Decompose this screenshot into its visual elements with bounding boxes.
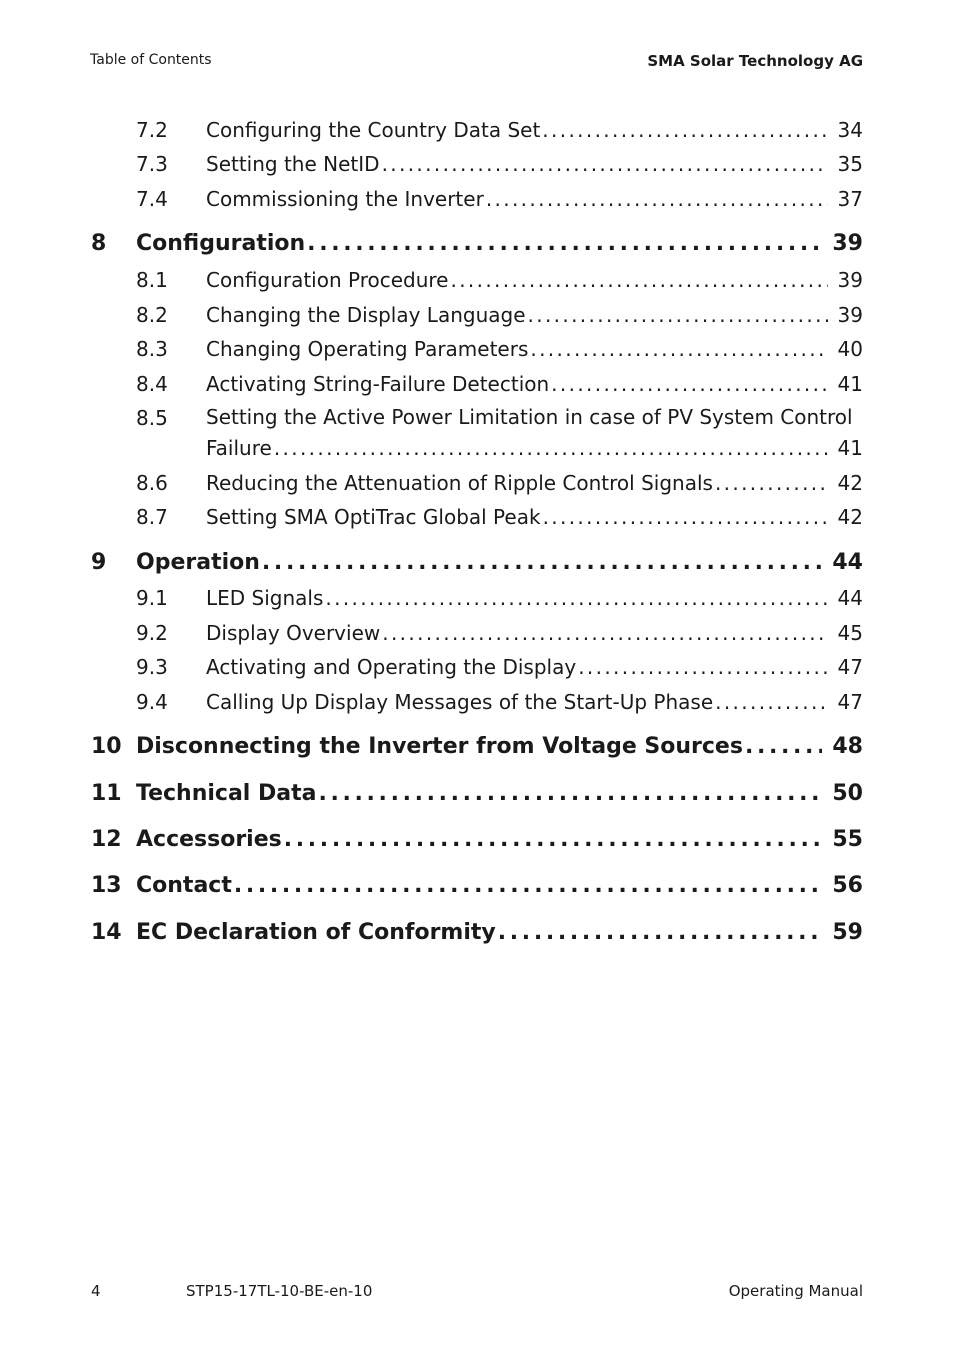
toc-leader-dots: [284, 827, 823, 852]
toc-chapter-number: 11: [91, 781, 122, 806]
toc-entry-page: 37: [837, 187, 863, 211]
header-company-name: SMA Solar Technology AG: [647, 52, 863, 70]
toc-leader-dots: [382, 621, 827, 645]
toc-leader-dots: [262, 550, 822, 575]
toc-entry-number: 8.6: [136, 471, 168, 495]
toc-leader-dots: [318, 781, 822, 806]
toc-entry-number: 9.2: [136, 621, 168, 645]
toc-chapter-number: 9: [91, 550, 107, 575]
toc-entry-page: 47: [837, 690, 863, 714]
toc-chapter-title: Technical Data: [136, 781, 317, 806]
toc-entry-number: 7.2: [136, 118, 168, 142]
toc-entry-title-line2: Failure: [206, 436, 272, 460]
toc-leader-dots: [745, 734, 822, 759]
toc-leader-dots: [382, 152, 828, 176]
toc-chapter-title: Contact: [136, 873, 232, 898]
toc-leader-dots: [450, 268, 827, 292]
toc-chapter-title: Operation: [136, 550, 260, 575]
toc-entry-title-line1: Setting the Active Power Limitation in case of PV System Control: [206, 405, 853, 429]
toc-entry-page: 41: [837, 372, 863, 396]
toc-entry-title: Activating and Operating the Display: [206, 655, 577, 679]
toc-entry-page: 39: [837, 303, 863, 327]
toc-chapter-page: 48: [832, 734, 863, 759]
toc-entry-page: 34: [837, 118, 863, 142]
toc-chapter-page: 55: [832, 827, 863, 852]
toc-leader-dots: [486, 187, 828, 211]
toc-entry-title: Configuring the Country Data Set: [206, 118, 541, 142]
toc-entry-title: Changing Operating Parameters: [206, 337, 529, 361]
toc-chapter-page: 39: [832, 231, 863, 256]
toc-leader-dots: [542, 118, 827, 142]
toc-leader-dots: [551, 372, 827, 396]
toc-entry-title: Display Overview: [206, 621, 381, 645]
toc-entry-page: 39: [837, 268, 863, 292]
toc-entry-title: Setting SMA OptiTrac Global Peak: [206, 505, 541, 529]
toc-leader-dots: [578, 655, 827, 679]
toc-chapter-page: 44: [832, 550, 863, 575]
footer-page-number: 4: [91, 1282, 101, 1300]
toc-chapter-page: 59: [832, 920, 863, 945]
toc-chapter-number: 10: [91, 734, 122, 759]
toc-entry-page: 47: [837, 655, 863, 679]
toc-leader-dots: [274, 433, 828, 464]
toc-leader-dots: [715, 690, 827, 714]
toc-leader-dots: [715, 471, 828, 495]
toc-entry-page: 42: [837, 471, 863, 495]
toc-entry-number: 8.5: [136, 406, 168, 430]
toc-leader-dots: [325, 586, 827, 610]
toc-chapter-number: 12: [91, 827, 122, 852]
footer-document-title: Operating Manual: [728, 1282, 863, 1300]
toc-entry-number: 8.1: [136, 268, 168, 292]
toc-entry-number: 8.3: [136, 337, 168, 361]
toc-entry-title: Setting the NetID: [206, 152, 380, 176]
toc-leader-dots: [498, 920, 823, 945]
toc-leader-dots: [528, 303, 828, 327]
toc-chapter-number: 8: [91, 231, 107, 256]
toc-leader-dots: [530, 337, 827, 361]
toc-entry-number: 8.2: [136, 303, 168, 327]
toc-entry-page: 42: [837, 505, 863, 529]
footer-document-code: STP15-17TL-10-BE-en-10: [186, 1282, 373, 1300]
toc-entry-title: Activating String-Failure Detection: [206, 372, 550, 396]
toc-chapter-title: Accessories: [136, 827, 282, 852]
toc-entry-title: Reducing the Attenuation of Ripple Control Signals: [206, 471, 713, 495]
toc-entry-page: 45: [837, 621, 863, 645]
toc-chapter-page: 50: [832, 781, 863, 806]
toc-entry-page: 41: [837, 436, 863, 460]
toc-chapter-number: 13: [91, 873, 122, 898]
toc-leader-dots: [234, 873, 823, 898]
toc-entry-number: 7.4: [136, 187, 168, 211]
toc-chapter-title: EC Declaration of Conformity: [136, 920, 496, 945]
toc-leader-dots: [307, 231, 822, 256]
header-section-label: Table of Contents: [90, 52, 212, 68]
toc-chapter-title: Configuration: [136, 231, 306, 256]
toc-chapter-page: 56: [832, 873, 863, 898]
toc-entry-page: 40: [837, 337, 863, 361]
toc-entry-page: 35: [837, 152, 863, 176]
toc-entry-title: LED Signals: [206, 586, 324, 610]
toc-entry-title: Commissioning the Inverter: [206, 187, 484, 211]
toc-entry-number: 9.1: [136, 586, 168, 610]
toc-entry-title: Calling Up Display Messages of the Start-Up Phase: [206, 690, 714, 714]
toc-leader-dots: [543, 505, 828, 529]
toc-entry-number: 9.4: [136, 690, 168, 714]
toc-entry-number: 8.7: [136, 505, 168, 529]
toc-entry-page: 44: [837, 586, 863, 610]
toc-entry-title: Configuration Procedure: [206, 268, 449, 292]
toc-entry-number: 8.4: [136, 372, 168, 396]
toc-chapter-title: Disconnecting the Inverter from Voltage Sources: [136, 734, 743, 759]
toc-entry-number: 7.3: [136, 152, 168, 176]
toc-entry-title: Changing the Display Language: [206, 303, 526, 327]
toc-chapter-number: 14: [91, 920, 122, 945]
toc-entry-number: 9.3: [136, 655, 168, 679]
